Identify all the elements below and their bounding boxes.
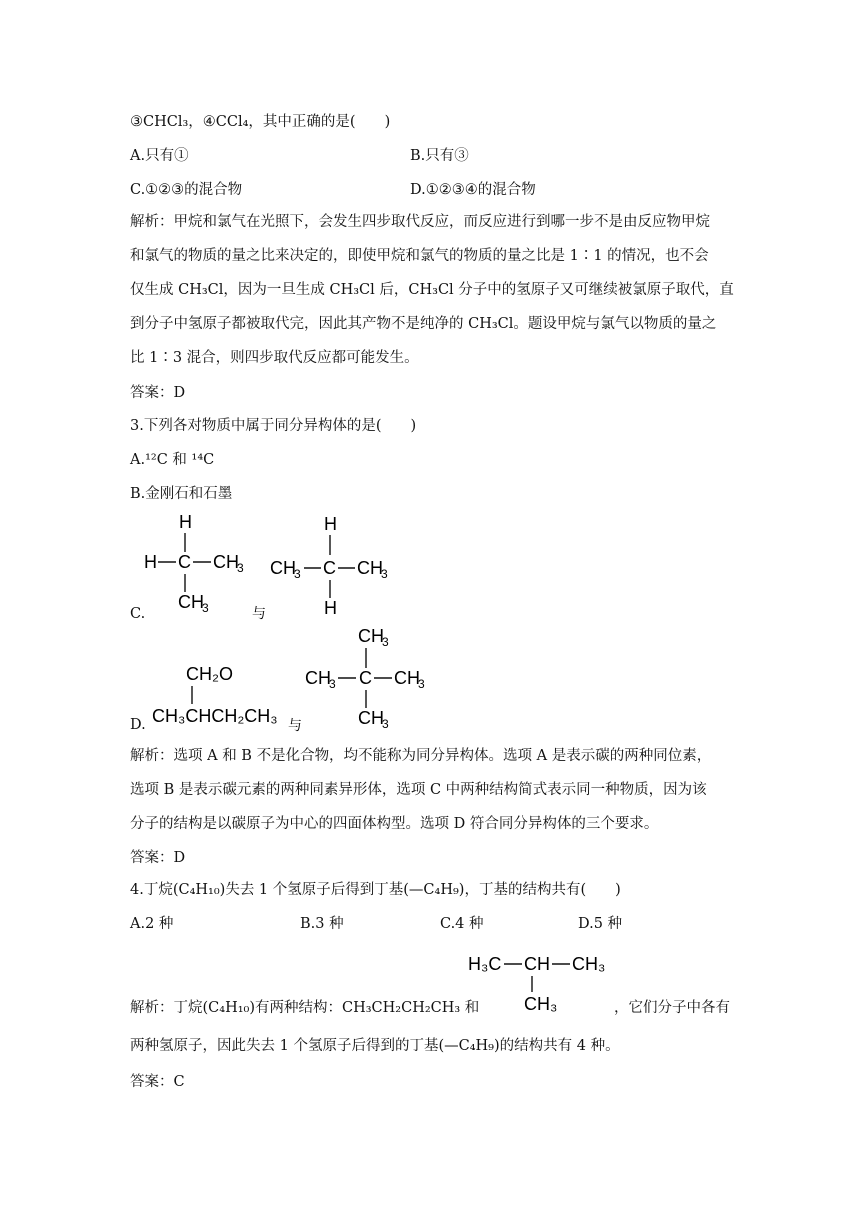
struct-c1-sub-right: 3 xyxy=(237,561,244,575)
q3-stem: 3.下列各对物质中属于同分异构体的是( ) xyxy=(130,418,417,434)
q2-option-c: C.①②③的混合物 xyxy=(130,182,243,198)
struct-c2-ch3-left: CH xyxy=(270,558,296,578)
struct-c2-h-top: H xyxy=(324,514,337,534)
isobutane-ch3-bottom: CH₃ xyxy=(524,994,558,1014)
q3-answer: 答案：D xyxy=(130,850,186,866)
q4-isobutane-structure xyxy=(466,946,616,1016)
struct-d2-ch3-top: CH xyxy=(358,626,384,646)
q4-option-c: C.4 种 xyxy=(440,916,484,932)
struct-c1-c: C xyxy=(178,552,191,572)
struct-d2-c: C xyxy=(359,668,372,688)
q3-explanation-line-2: 选项 B 是表示碳元素的两种同素异形体，选项 C 中两种结构简式表示同一种物质，因为该 xyxy=(130,782,707,798)
q2-explanation-line-5: 比 1∶3 混合，则四步取代反应都可能发生。 xyxy=(130,350,419,366)
struct-c1-ch3-bottom: CH xyxy=(178,592,204,612)
q2-option-b: B.只有③ xyxy=(410,148,469,164)
q4-explanation-line-1b: ，它们分子中各有 xyxy=(614,1000,730,1016)
q3-option-d-structures xyxy=(150,622,440,734)
q3-option-c-structures xyxy=(140,508,410,620)
struct-d2-sub-bottom: 3 xyxy=(382,717,389,731)
struct-c2-sub-right: 3 xyxy=(381,567,388,581)
struct-d1-chain: CH₃CHCH₂CH₃ xyxy=(152,706,278,726)
q4-explanation-line-1a: 解析：丁烷(C₄H₁₀)有两种结构：CH₃CH₂CH₂CH₃ 和 xyxy=(130,1000,480,1016)
q2-explanation-line-2: 和氯气的物质的量之比来决定的，即使甲烷和氯气的物质的量之比是 1∶1 的情况，也不会 xyxy=(130,248,709,264)
struct-d2-sub-right: 3 xyxy=(418,677,425,691)
struct-d2-ch3-left: CH xyxy=(305,668,331,688)
q2-answer: 答案：D xyxy=(130,385,186,401)
struct-d2-sub-left: 3 xyxy=(329,677,336,691)
q3-explanation-line-3: 分子的结构是以碳原子为中心的四面体构型。选项 D 符合同分异构体的三个要求。 xyxy=(130,816,659,832)
q2-explanation-line-1: 解析：甲烷和氯气在光照下，会发生四步取代反应，而反应进行到哪一步不是由反应物甲烷 xyxy=(130,214,710,230)
q4-option-d: D.5 种 xyxy=(578,916,623,932)
q2-option-d: D.①②③④的混合物 xyxy=(410,182,536,198)
struct-c1-h-left: H xyxy=(144,552,157,572)
struct-c1-h-top: H xyxy=(179,512,192,532)
q2-option-a: A.只有① xyxy=(130,148,189,164)
struct-d2-ch3-bottom: CH xyxy=(358,708,384,728)
isobutane-h3c: H₃C xyxy=(468,954,502,974)
q3-c-connector: 与 xyxy=(252,605,266,620)
struct-c1-ch3-right: CH xyxy=(213,552,239,572)
q3-explanation-line-1: 解析：选项 A 和 B 不是化合物，均不能称为同分异构体。选项 A 是表示碳的两种同位素， xyxy=(130,748,712,764)
q2-stem-tail: ③CHCl₃，④CCl₄，其中正确的是( ) xyxy=(130,114,391,130)
struct-c1-sub-bottom: 3 xyxy=(202,601,209,615)
q3-option-c-label: C. xyxy=(130,606,146,622)
struct-c2-sub-left: 3 xyxy=(294,567,301,581)
struct-d2-ch3-right: CH xyxy=(394,668,420,688)
q4-answer: 答案：C xyxy=(130,1074,185,1090)
struct-d1-ch2o: CH₂O xyxy=(186,664,233,684)
isobutane-ch: CH xyxy=(524,954,550,974)
q4-explanation-line-2: 两种氢原子，因此失去 1 个氢原子后得到的丁基(—C₄H₉)的结构共有 4 种。 xyxy=(130,1038,620,1054)
struct-c2-h-bottom: H xyxy=(324,598,337,618)
q4-stem: 4.丁烷(C₄H₁₀)失去 1 个氢原子后得到丁基(—C₄H₉)，丁基的结构共有( ) xyxy=(130,882,621,898)
q3-d-connector: 与 xyxy=(288,717,302,733)
isobutane-ch3-right: CH₃ xyxy=(572,954,606,974)
q3-option-d-label: D. xyxy=(130,717,146,733)
struct-c2-c: C xyxy=(323,558,336,578)
q4-option-b: B.3 种 xyxy=(300,916,344,932)
q2-explanation-line-4: 到分子中氢原子都被取代完，因此其产物不是纯净的 CH₃Cl。题设甲烷与氯气以物质的量之 xyxy=(130,316,717,332)
q4-option-a: A.2 种 xyxy=(130,916,174,932)
q3-option-a: A.¹²C 和 ¹⁴C xyxy=(130,452,215,468)
q3-option-b: B.金刚石和石墨 xyxy=(130,486,233,502)
struct-c2-ch3-right: CH xyxy=(357,558,383,578)
struct-d2-sub-top: 3 xyxy=(382,635,389,649)
q2-explanation-line-3: 仅生成 CH₃Cl，因为一旦生成 CH₃Cl 后，CH₃Cl 分子中的氢原子又可继续被氯原子取代，直 xyxy=(130,282,734,298)
